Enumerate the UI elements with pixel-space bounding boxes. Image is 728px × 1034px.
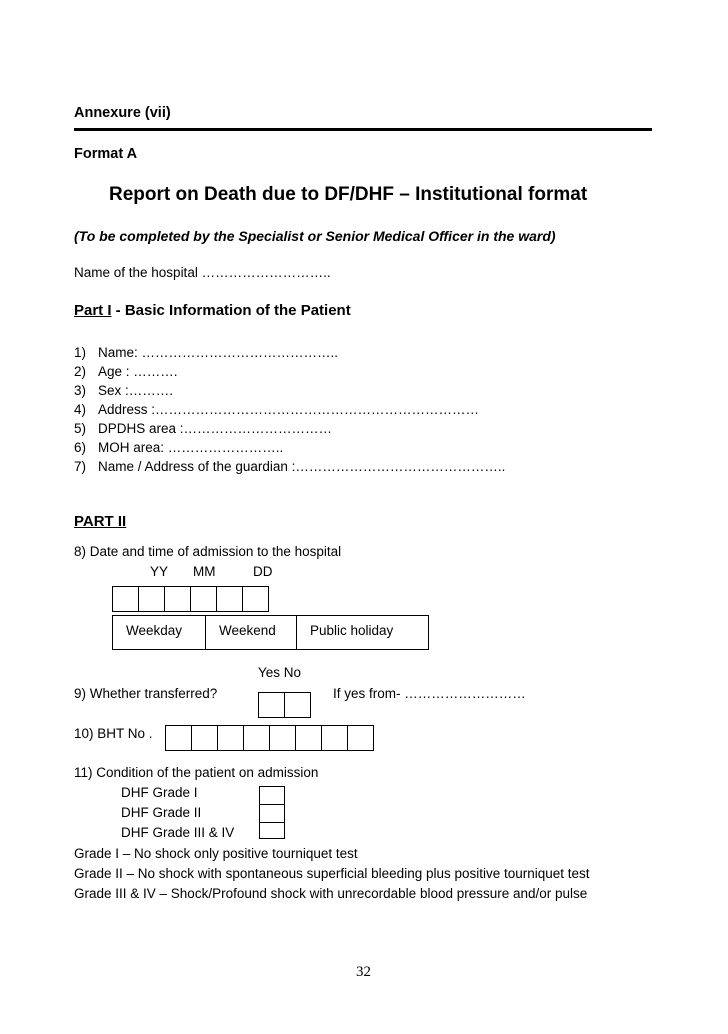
grade-1-definition: Grade I – No shock only positive tourniquet test [74, 846, 358, 861]
date-header-yy: YY [150, 564, 169, 579]
bht-digit-box[interactable] [243, 725, 270, 751]
q9-transferred-label: 9) Whether transferred? [74, 686, 218, 701]
date-digit-box[interactable] [190, 586, 217, 612]
grade-2-checkbox[interactable] [259, 804, 285, 823]
list-item[interactable] [74, 343, 505, 362]
item-number: 2) [74, 364, 87, 379]
guardian-field: Name / Address of the guardian :……………………………………….. [98, 459, 506, 474]
bht-digit-box[interactable] [217, 725, 244, 751]
patient-info-list [74, 343, 505, 476]
bht-digit-box[interactable] [191, 725, 218, 751]
item-number: 7) [74, 459, 87, 474]
transferred-yes-box[interactable] [258, 692, 285, 718]
patient-name-field: Name: …………………………………….. [98, 345, 339, 360]
bht-digit-box[interactable] [347, 725, 374, 751]
q10-bht-label: 10) BHT No . [74, 726, 153, 741]
list-item[interactable] [74, 381, 505, 400]
day-type-weekday[interactable]: Weekday [126, 623, 183, 638]
list-item[interactable] [74, 362, 505, 381]
transferred-yes-no-boxes [258, 692, 311, 718]
transferred-no-box[interactable] [284, 692, 311, 718]
part1-heading [74, 302, 351, 319]
date-digit-box[interactable] [164, 586, 191, 612]
date-digit-box[interactable] [138, 586, 165, 612]
page-number: 32 [356, 964, 371, 980]
part2-heading: PART II [74, 513, 127, 530]
date-header-dd: DD [253, 564, 273, 579]
age-field: Age : ………. [98, 364, 178, 379]
sex-field: Sex :………. [98, 383, 174, 398]
q11-condition-label: 11) Condition of the patient on admission [74, 765, 319, 780]
item-number: 3) [74, 383, 87, 398]
item-number: 4) [74, 402, 87, 417]
report-title: Report on Death due to DF/DHF – Institutional format [109, 184, 588, 205]
bht-digit-box[interactable] [269, 725, 296, 751]
grade-3-4-label: DHF Grade III & IV [121, 825, 235, 840]
list-item[interactable] [74, 400, 505, 419]
format-label: Format A [74, 146, 138, 162]
day-type-table [112, 615, 429, 650]
date-header-mm: MM [193, 564, 216, 579]
bht-digit-box[interactable] [295, 725, 322, 751]
list-item[interactable] [74, 419, 505, 438]
part1-label: Part I [74, 302, 112, 319]
annexure-label: Annexure (vii) [74, 105, 171, 121]
grade-1-checkbox[interactable] [259, 786, 285, 805]
item-number: 5) [74, 421, 87, 436]
bht-number-boxes [165, 725, 374, 751]
grade-2-label: DHF Grade II [121, 805, 202, 820]
item-number: 1) [74, 345, 87, 360]
list-item[interactable] [74, 438, 505, 457]
dpdhs-area-field: DPDHS area :…………………………… [98, 421, 333, 436]
part1-heading-text: - Basic Information of the Patient [111, 302, 351, 319]
item-number: 6) [74, 440, 87, 455]
admission-date-boxes [112, 586, 269, 612]
bht-digit-box[interactable] [165, 725, 192, 751]
report-subtitle: (To be completed by the Specialist or Senior Medical Officer in the ward) [74, 228, 556, 244]
hospital-name-field[interactable]: Name of the hospital ……………………….. [74, 265, 331, 280]
grade-3-4-checkbox[interactable] [259, 822, 285, 839]
bht-digit-box[interactable] [321, 725, 348, 751]
header-rule [74, 128, 652, 131]
q8-admission-label: 8) Date and time of admission to the hospital [74, 544, 342, 559]
date-digit-box[interactable] [216, 586, 243, 612]
grade-1-label: DHF Grade I [121, 785, 198, 800]
transferred-from-field[interactable]: If yes from- ……………………… [333, 686, 526, 701]
grade-2-definition: Grade II – No shock with spontaneous superficial bleeding plus positive tourniquet test [74, 866, 590, 881]
day-type-public-holiday[interactable]: Public holiday [296, 616, 428, 649]
date-digit-box[interactable] [242, 586, 269, 612]
yes-no-header: Yes No [258, 665, 302, 680]
date-digit-box[interactable] [112, 586, 139, 612]
list-item[interactable] [74, 457, 505, 476]
address-field: Address :……………………………………………………………… [98, 402, 480, 417]
grade-3-4-definition: Grade III & IV – Shock/Profound shock with unrecordable blood pressure and/or pulse [74, 886, 588, 901]
day-type-weekend[interactable]: Weekend [205, 616, 296, 649]
moh-area-field: MOH area: …………………….. [98, 440, 284, 455]
